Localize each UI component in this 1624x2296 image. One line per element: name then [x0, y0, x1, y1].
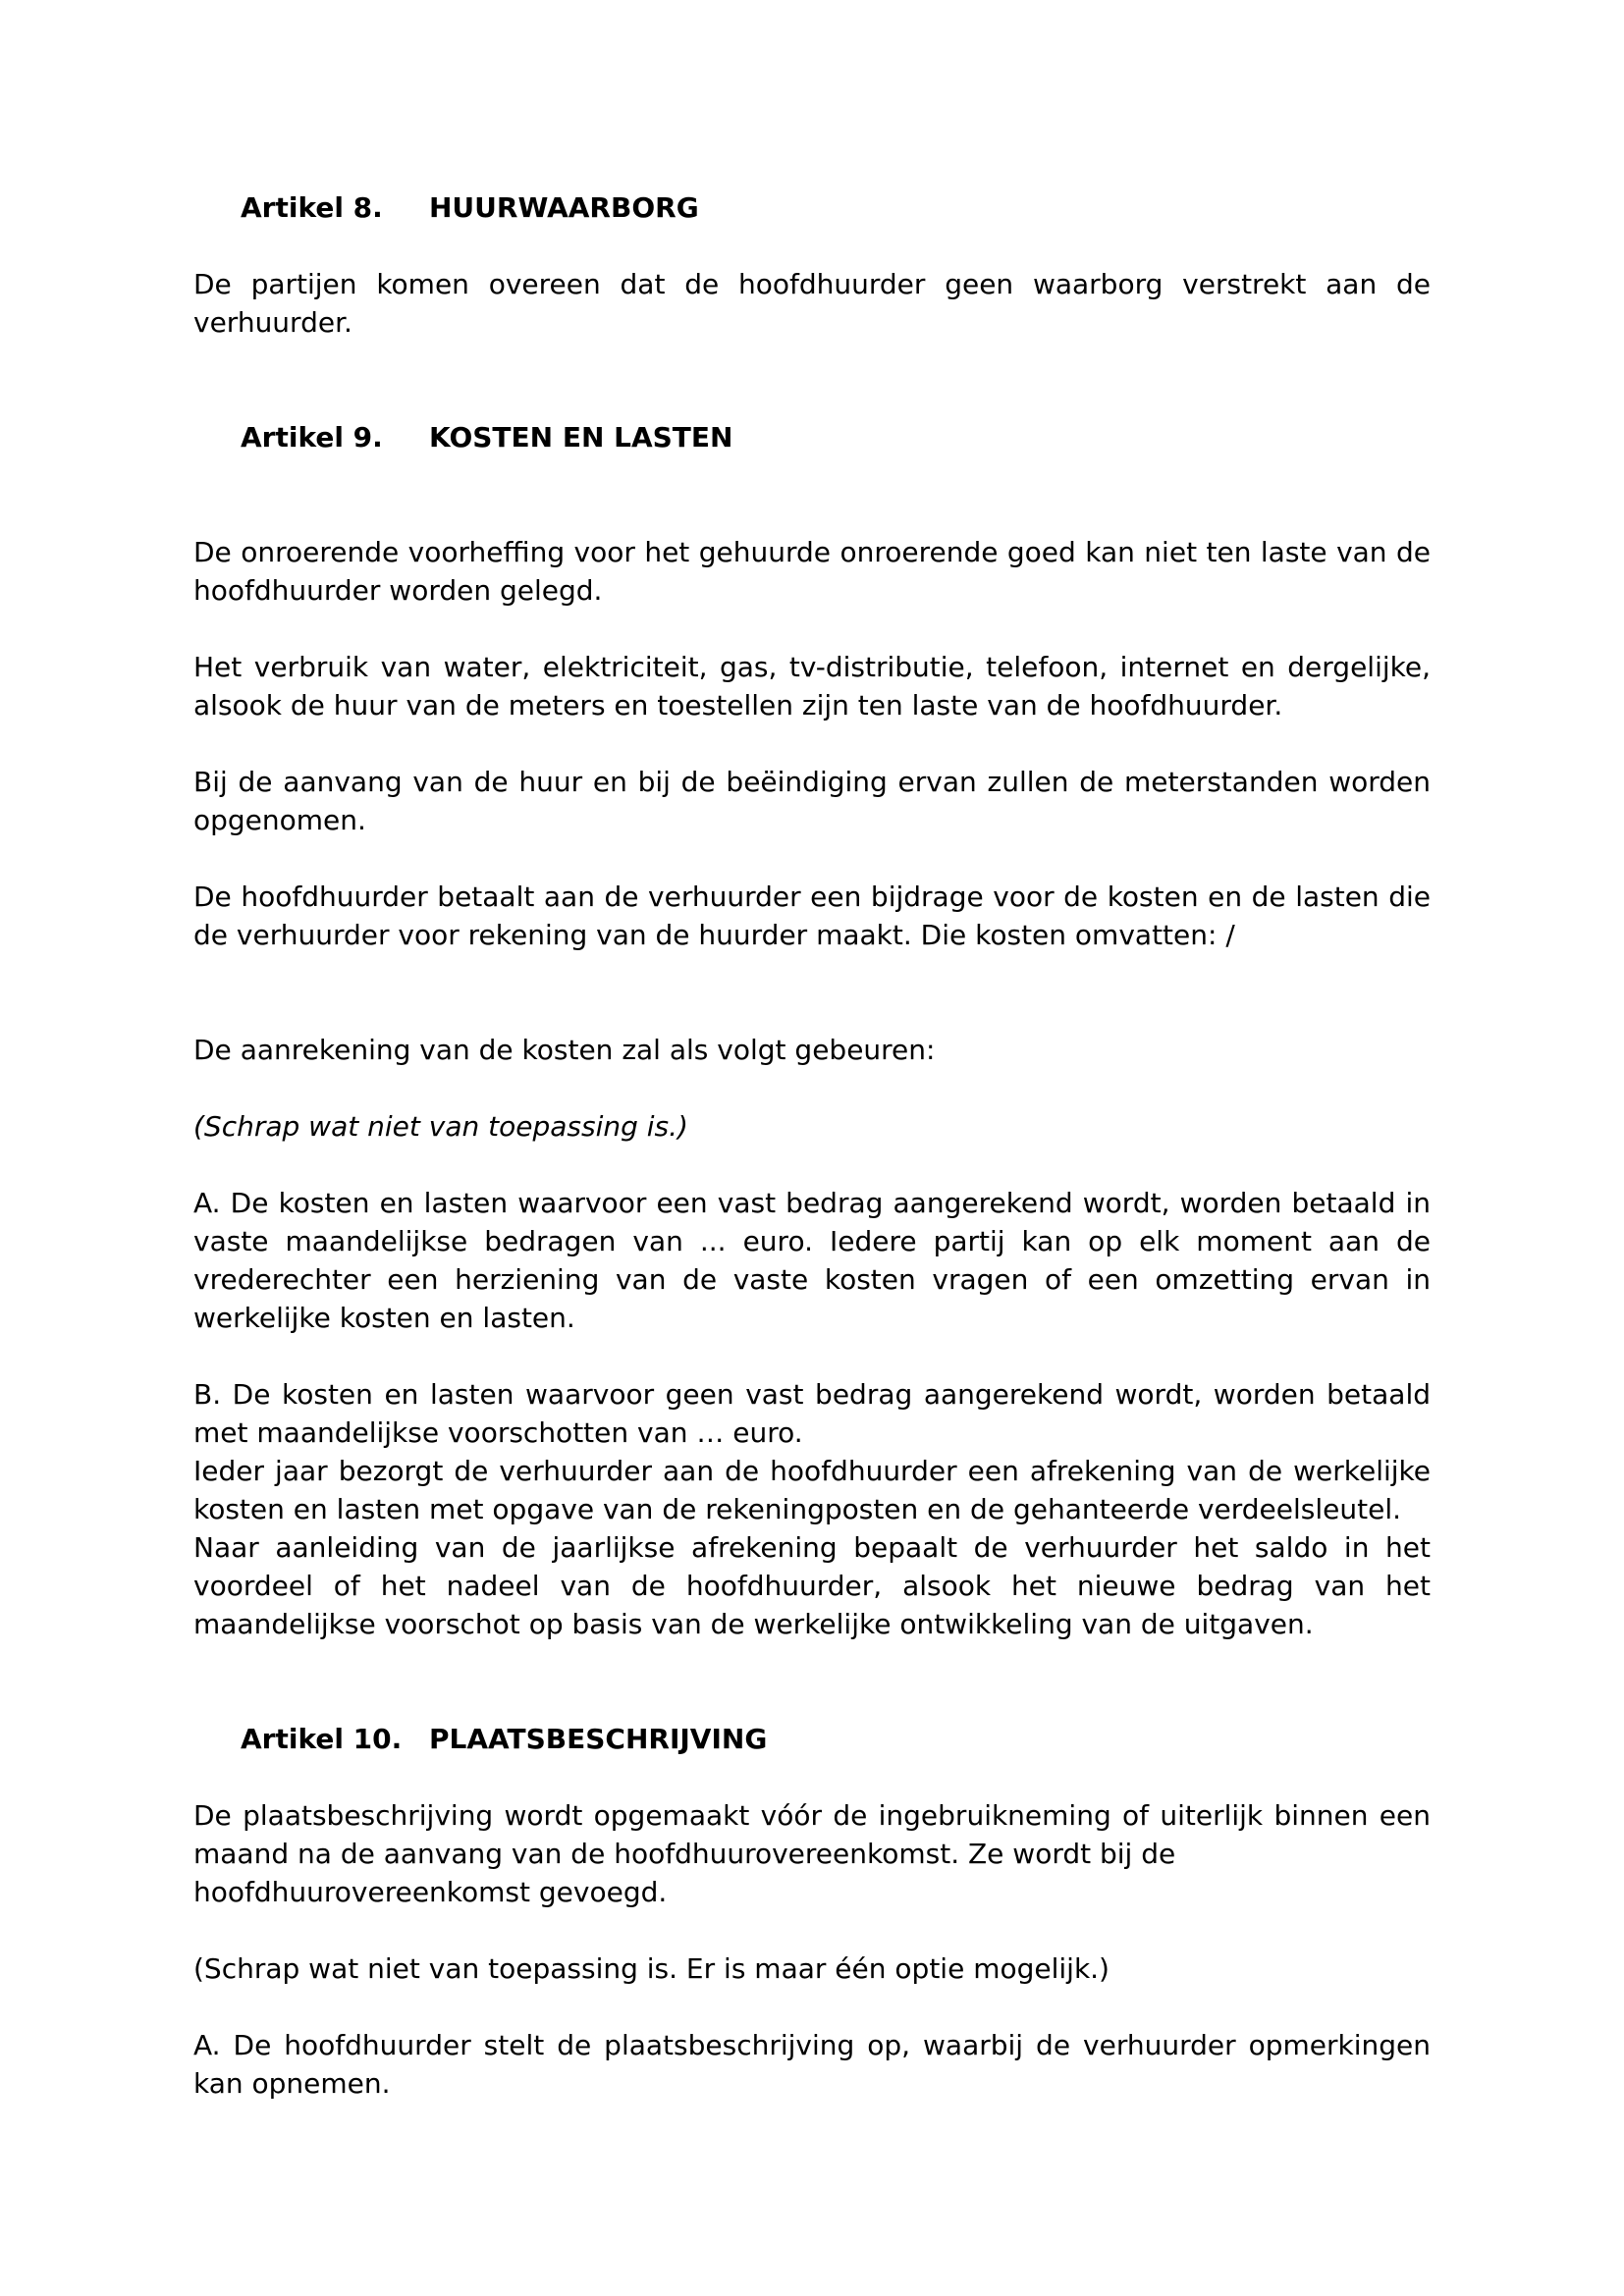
article-9-paragraph-meterstanden: Bij de aanvang van de huur en bij de beëindiging ervan zullen de meterstanden worden opgenomen. — [193, 766, 1431, 836]
option-b-line-3: Naar aanleiding van de jaarlijkse afrekening bepaalt de verhuurder het saldo in het voordeel of het nadeel van de hoofdhuurder, alsook het nieuwe bedrag van het maandelijkse voorschot op basis van de werkelijke ontwikkeling van de uitgaven. — [193, 1531, 1431, 1640]
article-9-paragraph-voorheffing: De onroerende voorheffing voor het gehuurde onroerende goed kan niet ten laste van de hoofdhuurder worden gelegd. — [193, 536, 1431, 607]
article-9-title: KOSTEN EN LASTEN — [429, 421, 733, 454]
document-content — [193, 188, 1431, 2103]
article-10-paragraph-plaatsbeschrijving — [193, 1796, 1431, 1911]
article-9-paragraph-verbruik: Het verbruik van water, elektriciteit, gas, tv-distributie, telefoon, internet en dergelijke, alsook de huur van de meters en toestellen zijn ten laste van de hoofdhuurder. — [193, 651, 1431, 721]
article-10-number: Artikel 10. — [241, 1723, 403, 1755]
plaatsbeschrijving-line-2: hoofdhuurovereenkomst gevoegd. — [193, 1876, 668, 1908]
option-b-line-1: B. De kosten en lasten waarvoor geen vast bedrag aangerekend wordt, worden betaald met maandelijkse voorschotten van … euro. — [193, 1378, 1431, 1449]
article-8-paragraph-waarborg: De partijen komen overeen dat de hoofdhuurder geen waarborg verstrekt aan de verhuurder. — [193, 268, 1431, 339]
article-10-paragraph-option-a: A. De hoofdhuurder stelt de plaatsbeschrijving op, waarbij de verhuurder opmerkingen kan opnemen. — [193, 2029, 1431, 2100]
article-9-number: Artikel 9. — [241, 421, 383, 454]
article-10-note-schrap: (Schrap wat niet van toepassing is. Er is maar één optie mogelijk.) — [193, 1952, 1110, 1985]
article-10-title: PLAATSBESCHRIJVING — [429, 1723, 768, 1755]
option-b-line-2: Ieder jaar bezorgt de verhuurder aan de hoofdhuurder een afrekening van de werkelijke kosten en lasten met opgave van de rekeningposten en de gehanteerde verdeelsleutel. — [193, 1455, 1431, 1525]
article-8-heading — [193, 188, 1431, 227]
article-9-note-schrap: (Schrap wat niet van toepassing is.) — [193, 1110, 688, 1143]
plaatsbeschrijving-line-1: De plaatsbeschrijving wordt opgemaakt vóór de ingebruikneming of uiterlijk binnen een maand na de aanvang van de hoofdhuurovereenkomst. Ze wordt bij de — [193, 1799, 1431, 1870]
article-8-number: Artikel 8. — [241, 191, 383, 224]
article-8-title: HUURWAARBORG — [429, 191, 699, 224]
article-9-paragraph-option-b — [193, 1375, 1431, 1643]
article-9-paragraph-aanrekening: De aanrekening van de kosten zal als volgt gebeuren: — [193, 1034, 936, 1066]
article-10-heading — [193, 1720, 1431, 1758]
article-9-paragraph-bijdrage: De hoofdhuurder betaalt aan de verhuurder een bijdrage voor de kosten en de lasten die de verhuurder voor rekening van de huurder maakt. Die kosten omvatten: / — [193, 881, 1431, 951]
article-9-paragraph-option-a: A. De kosten en lasten waarvoor een vast bedrag aangerekend wordt, worden betaald in vaste maandelijkse bedragen van ... euro. Iedere partij kan op elk moment aan de vrederechter een herziening van de vaste kosten vragen of een omzetting ervan in werkelijke kosten en lasten. — [193, 1187, 1431, 1334]
article-9-heading — [193, 418, 1431, 456]
